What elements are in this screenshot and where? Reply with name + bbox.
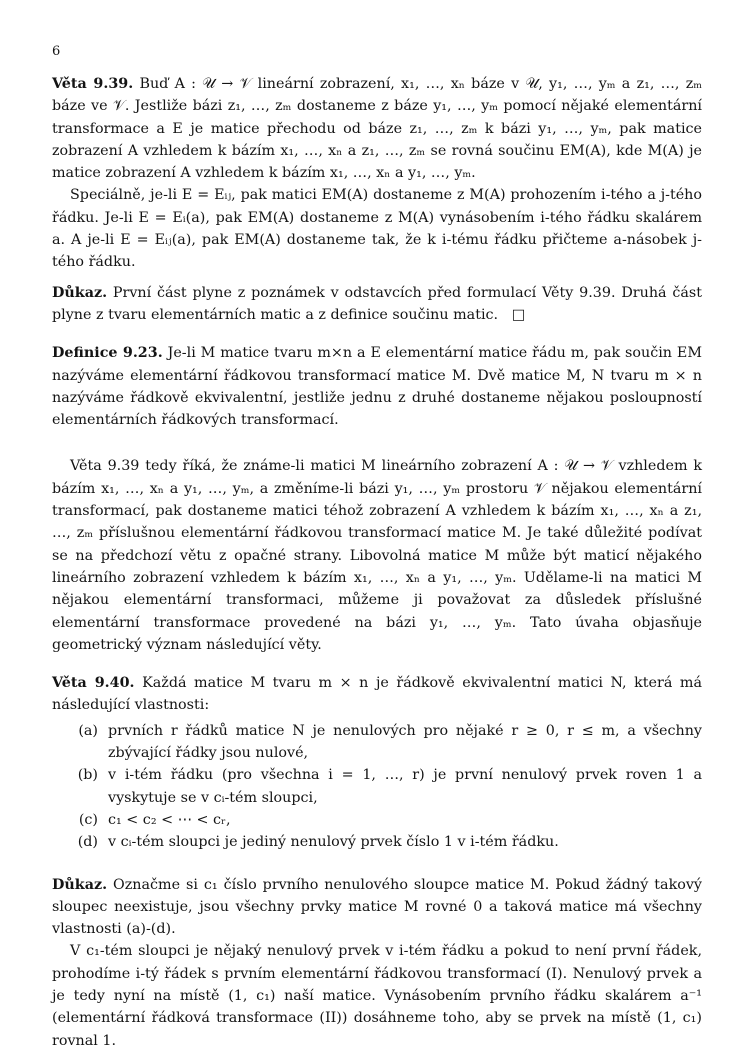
proof-text: První část plyne z poznámek v odstavcích před formulací Věty 9.39. Druhá část plyne z tvaru elementárních matic a z definice součinu matic. (52, 284, 702, 323)
list-item (52, 809, 702, 831)
item-text: prvních r řádků matice N je nenulových pro nějaké r ≥ 0, r ≤ m, a všechny zbývající řádky jsou nulové, (108, 722, 702, 762)
list-item (52, 720, 702, 765)
list-item (52, 764, 702, 809)
theorem-text-special: Speciálně, je-li E = Eᵢⱼ, pak matici EM(A) dostaneme z M(A) prohozením i-tého a j-tého řádku. Je-li E = Eᵢ(a), pak EM(A) dostaneme z M(A) vynásobením i-tého řádku skalárem a. A je-li E = Eᵢⱼ(a), pak EM(A) dostaneme tak, že k i-tému řádku přičteme a-násobek j-tého řádku. (52, 187, 702, 271)
remark-text: Věta 9.39 tedy říká, že známe-li matici M lineárního zobrazení A : 𝒰 → 𝒱 vzhledem k bázím x₁, …, xₙ a y₁, …, yₘ, a změníme-li bázi y₁, …, yₘ prostoru 𝒱 nějakou elementární transformací, pak dostaneme matici téhož zobrazení A vzhledem k bázím x₁, …, xₙ a z₁, …, zₘ příslušnou elementární řádkovou transformací matice M. Je také důležité podívat se na předchozí větu z opačné strany. Libovolná matice M může být maticí nějakého lineárního zobrazení vzhledem k bázím x₁, …, xₙ a y₁, …, yₘ. Udělame-li na matici M nějakou elementární transformaci, můžeme ji považovat za důsledek příslušné elementární transformace provedené na bázi y₁, …, yₘ. Tato úvaha objasňuje geometrický význam následující věty. (52, 458, 702, 653)
theorem-text: Buď A : 𝒰 → 𝒱 lineární zobrazení, x₁, …, xₙ báze v 𝒰, y₁, …, yₘ a z₁, …, zₘ báze ve 𝒱. Jestliže bázi z₁, …, zₘ dostaneme z báze y₁, …, yₘ pomocí nějaké elementární transformace a E je matice přechodu od báze z₁, …, zₘ k bázi y₁, …, yₘ, pak matice zobrazení A vzhledem k bázím x₁, …, xₙ a z₁, …, zₘ se rovná součinu EM(A), kde M(A) je matice zobrazení A vzhledem k bázím x₁, …, xₙ a y₁, …, yₘ. (52, 76, 702, 182)
item-label: (c) (78, 811, 98, 828)
item-label: (a) (78, 722, 98, 739)
property-list (52, 720, 702, 854)
definition-label: Definice 9.23. (52, 345, 163, 362)
item-text: v cᵢ-tém sloupci je jediný nenulový prvek číslo 1 v i-tém řádku. (108, 834, 559, 851)
page-number: 6 (52, 44, 61, 59)
proof-9-40 (52, 874, 702, 1052)
theorem-label: Věta 9.39. (52, 76, 134, 92)
definition-text: Je-li M matice tvaru m×n a E elementární matice řádu m, pak součin EM nazýváme elementární řádkovou transformací matice M. Dvě matice M, N tvaru m × n nazýváme řádkově ekvivalentní, jestliže jednu z druhé dostaneme nějakou posloupností elementárních řádkových transformací. (52, 345, 702, 429)
definition-9-23 (52, 342, 702, 431)
proof-9-39 (52, 282, 702, 327)
item-label: (d) (77, 834, 98, 851)
remark (52, 455, 702, 656)
proof-label: Důkaz. (52, 284, 108, 301)
item-label: (b) (77, 767, 98, 784)
proof-text: Označme si c₁ číslo prvního nenulového sloupce matice M. Pokud žádný takový sloupec neexistuje, jsou všechny prvky matice M rovné 0 a taková matice má všechny vlastnosti (a)-(d). (52, 876, 703, 938)
theorem-9-39 (52, 73, 702, 274)
page (52, 44, 702, 1052)
theorem-9-40 (52, 672, 702, 853)
proof-text-continued: V c₁-tém sloupci je nějaký nenulový prvek v i-tém řádku a pokud to není první řádek, prohodíme i-tý řádek s prvním elementární řádkovou transformací (I). Nenulový prvek a je tedy nyní na místě (1, c₁) naší matice. Vynásobením prvního řádku skalárem a⁻¹ (elementární řádková transformace (II)) dosáhneme toho, aby se prvek na místě (1, c₁) rovnal 1. (52, 943, 702, 1049)
theorem-intro: Každá matice M tvaru m × n je řádkově ekvivalentní matici N, která má následující vlastnosti: (52, 675, 702, 714)
proof-label: Důkaz. (52, 876, 108, 893)
item-text: c₁ < c₂ < ⋯ < cᵣ, (108, 811, 231, 828)
item-text: v i-tém řádku (pro všechna i = 1, …, r) je první nenulový prvek roven 1 a vyskytuje se v cᵢ-tém sloupci, (108, 767, 702, 806)
list-item (52, 831, 702, 853)
qed-symbol: □ (511, 306, 526, 323)
theorem-label: Věta 9.40. (52, 675, 135, 692)
